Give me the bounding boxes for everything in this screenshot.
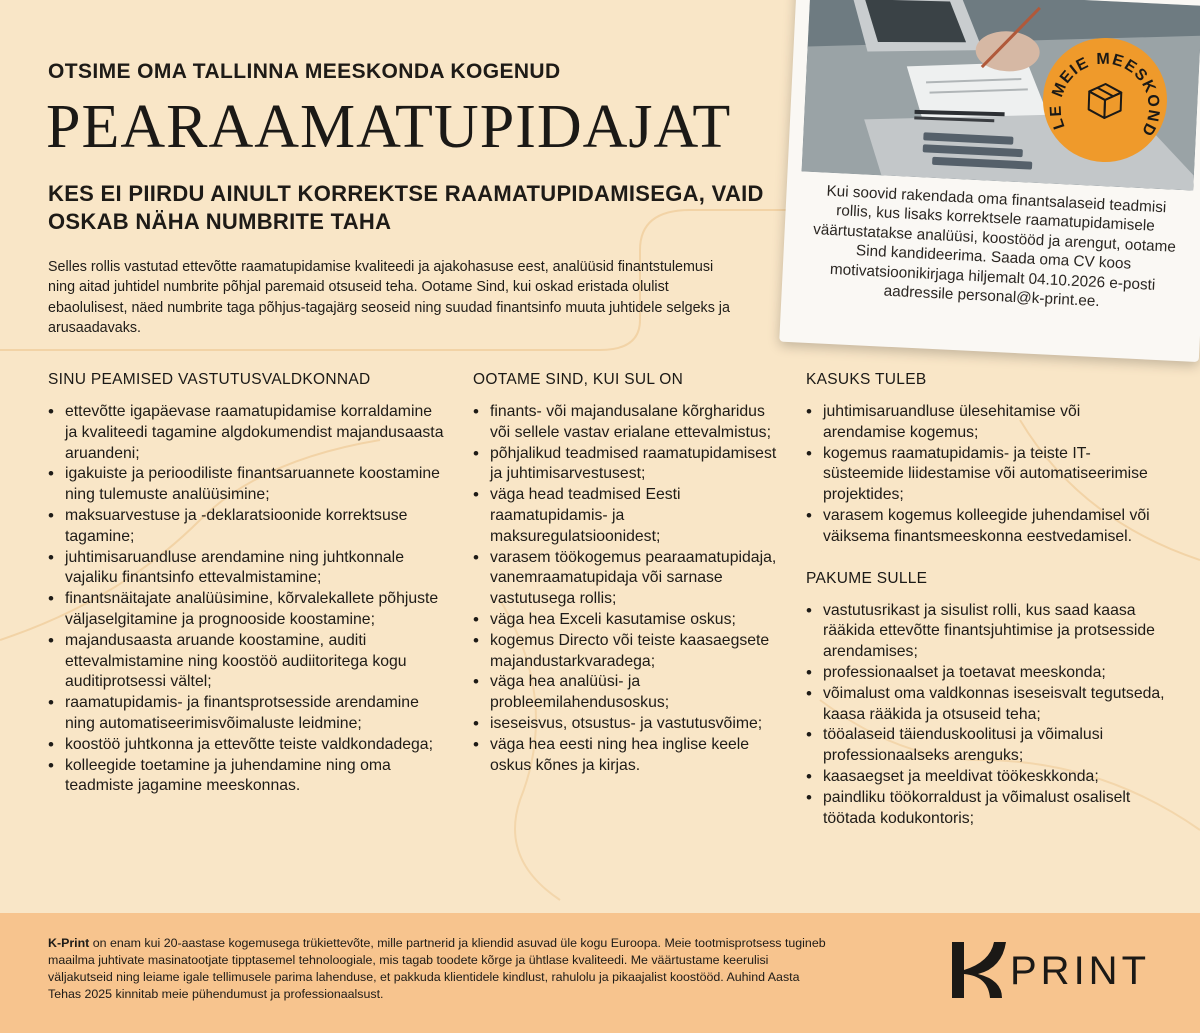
list-item: • juhtimisaruandluse arendamine ning juhtkonnale vajaliku finantsinfo ettevalmistamine; (48, 548, 448, 590)
responsibilities-section (48, 370, 448, 797)
list-item: • finants- või majandusalane kõrgharidus või sellele vastav erialane ettevalmistus; (473, 402, 778, 444)
offer-list (806, 601, 1166, 830)
list-item: • paindliku töökorraldust ja võimalust osaliselt töötada kodukontoris; (806, 788, 1166, 830)
list-item: • võimalust oma valdkonnas iseseisvalt tegutseda, kaasa rääkida ja otsuseid teha; (806, 684, 1166, 726)
advantages-list (806, 402, 1166, 548)
box-icon (1088, 83, 1121, 118)
list-item: • vastutusrikast ja sisulist rolli, kus saad kaasa rääkida ettevõtte finantsjuhtimise ja protsesside arendamises; (806, 601, 1166, 663)
application-instructions: Kui soovid rakendada oma finantsalaseid teadmisi rollis, kus lisaks korrektsele raamatupidamisele väärtustatakse analüüsi, koostööd ja arengut, ootame Sind kandideerima. Saada oma CV koos motivatsioonikirjaga hiljemalt 04.10.2026 e-posti aadressile personal@k-print.ee. (812, 182, 1177, 311)
list-item: • väga hea analüüsi- ja probleemilahendusoskus; (473, 672, 778, 714)
list-item: • kolleegide toetamine ja juhendamine ning oma teadmiste jagamine meeskonnas. (48, 756, 448, 798)
list-item: • kaasaegset ja meeldivat töökeskkonda; (806, 767, 1166, 788)
badge-text: TULE MEIE MEESKONDA! (1047, 50, 1163, 140)
page-title: PEARAAMATUPIDAJAT (46, 93, 732, 161)
responsibilities-heading: SINU PEAMISED VASTUTUSVALDKONNAD (48, 371, 371, 388)
list-item: • iseseisvus, otsustus- ja vastutusvõime; (473, 714, 778, 735)
list-item: • kogemus Directo või teiste kaasaegsete majandustarkvaradega; (473, 631, 778, 673)
list-item: • põhjalikud teadmised raamatupidamisest ja juhtimisarvestusest; (473, 444, 778, 486)
kicker-heading: OTSIME OMA TALLINNA MEESKONDA KOGENUD (48, 60, 561, 83)
company-name: K-Print (48, 936, 90, 950)
list-item: • väga head teadmised Eesti raamatupidamis- ja maksuregulatsioonidest; (473, 485, 778, 547)
join-team-badge (1041, 36, 1169, 164)
list-item: • varasem kogemus kolleegide juhendamisel või väiksema finantsmeeskonna eestvedamisel. (806, 506, 1166, 548)
list-item: • koostöö juhtkonna ja ettevõtte teiste valdkondadega; (48, 735, 448, 756)
responsibilities-list (48, 402, 448, 797)
list-item: • majandusaasta aruande koostamine, auditi ettevalmistamine ning koostöö audiitoritega kogu auditiprotsessi vältel; (48, 631, 448, 693)
requirements-section (473, 370, 778, 776)
list-item: • finantsnäitajate analüüsimine, kõrvalekallete põhjuste väljaselgitamine ja prognooside koostamine; (48, 589, 448, 631)
company-text: on enam kui 20-aastase kogemusega trükiettevõte, mille partnerid ja kliendid asuvad üle kogu Euroopa. Meie tootmisprotsess tugineb maailma juhtivate masinatootjate tipptasemel tehnoloogiale, mis tagab toodete kõrge ja ühtlase kvaliteedi. Me väärtustame keerulisi väljakutseid ning leiame igale tellimusele parima lahenduse, et pakkuda klientidele kindlust, rahulolu ja pikaajalist koostööd. Auhind Aasta Tehas 2025 kinnitab meie pühendumust ja professionaalsust. (48, 936, 826, 1001)
list-item: • professionaalset ja toetavat meeskonda; (806, 663, 1166, 684)
list-item: • väga hea eesti ning hea inglise keele oskus kõnes ja kirjas. (473, 735, 778, 777)
list-item: • tööalaseid täienduskoolitusi ja võimalusi professionaalseks arenguks; (806, 725, 1166, 767)
list-item: • ettevõtte igapäevase raamatupidamise korraldamine ja kvaliteedi tagamine algdokumendist majandusaasta aruandeni; (48, 402, 448, 464)
list-item: • raamatupidamis- ja finantsprotsesside arendamine ning automatiseerimisvõimaluste leidmine; (48, 693, 448, 735)
subtitle: KES EI PIIRDU AINULT KORREKTSE RAAMATUPIDAMISEGA, VAID OSKAB NÄHA NUMBRITE TAHA (48, 181, 764, 234)
advantages-heading: KASUKS TULEB (806, 371, 927, 388)
requirements-heading: OOTAME SIND, KUI SUL ON (473, 371, 684, 388)
requirements-list (473, 402, 778, 776)
list-item: • varasem töökogemus pearaamatupidaja, vanemraamatupidaja või sarnase vastutusega rollis; (473, 548, 778, 610)
k-print-logo-icon (950, 940, 1010, 1000)
list-item: • igakuiste ja perioodiliste finantsaruannete koostamine ning tulemuste analüüsimine; (48, 464, 448, 506)
offer-heading: PAKUME SULLE (806, 569, 928, 587)
company-description (48, 935, 828, 1003)
intro-paragraph: Selles rollis vastutad ettevõtte raamatupidamise kvaliteedi ja ajakohasuse eest, analüüsid finantstulemusi ning aitad juhtidel numbrite põhjal paremaid otsuseid teha. Ootame Sind, kui oskad eristada olulist ebaolulisest, näed numbrite taga põhjus-tagajärg seoseid ning suudad finantsinfo muuta juhtidele selgeks ja arusaadavaks. (48, 259, 730, 337)
logo-wordmark: PRINT (1010, 949, 1150, 993)
advantages-and-offer-section (806, 370, 1166, 829)
list-item: • kogemus raamatupidamis- ja teiste IT-süsteemide liidestamise või automatiseerimise projektides; (806, 444, 1166, 506)
list-item: • juhtimisaruandluse ülesehitamise või arendamise kogemus; (806, 402, 1166, 444)
list-item: • väga hea Exceli kasutamise oskus; (473, 610, 778, 631)
list-item: • maksuarvestuse ja -deklaratsioonide korrektsuse tagamine; (48, 506, 448, 548)
svg-text:TULE MEIE MEESKONDA! (1041, 36, 1165, 140)
